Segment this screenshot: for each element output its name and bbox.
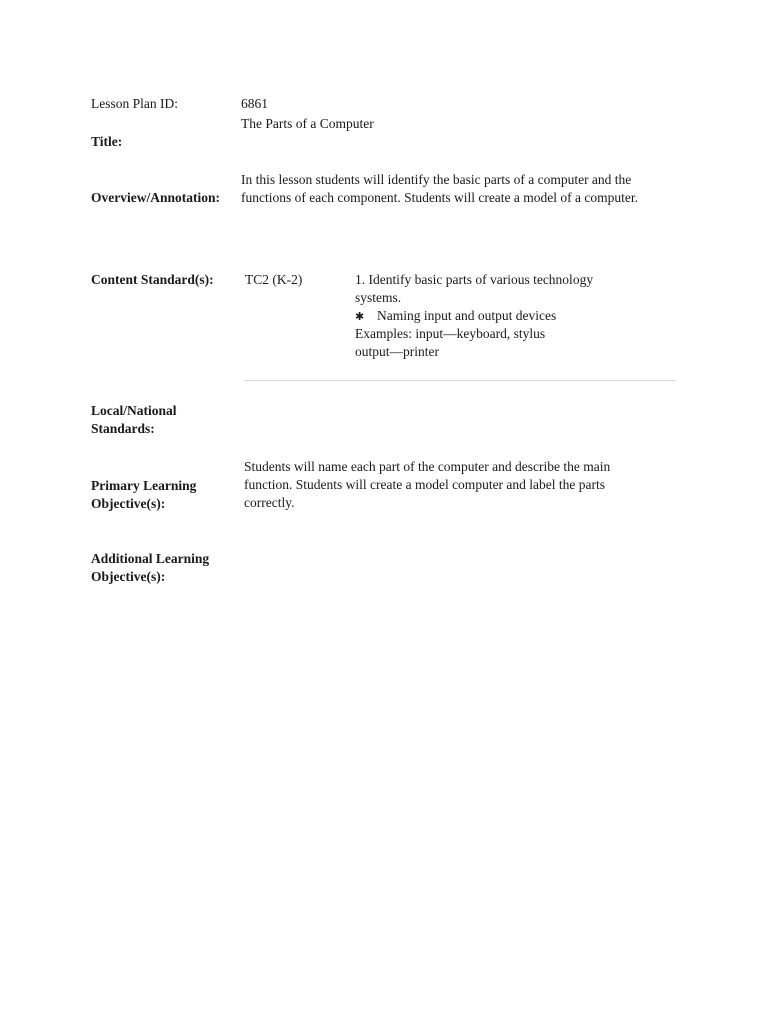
content-standard-bullet xyxy=(355,307,556,326)
title-label: Title: xyxy=(91,134,123,149)
overview-label: Overview/Annotation: xyxy=(91,190,220,205)
content-standard-examples-line2: output—printer xyxy=(355,344,439,359)
primary-objective-text-line1: Students will name each part of the computer and describe the main xyxy=(244,459,611,474)
content-standards-label: Content Standard(s): xyxy=(91,272,214,287)
primary-objective-label-line2: Objective(s): xyxy=(91,496,166,511)
local-national-label-line1: Local/National xyxy=(91,403,177,418)
additional-objective-label-line1: Additional Learning xyxy=(91,551,210,566)
overview-text: In this lesson students will identify the basic parts of a computer and the functions of each component. Students will create a model of a computer. xyxy=(241,172,639,205)
lesson-plan-id-value: 6861 xyxy=(241,96,268,111)
primary-objective-label-line1: Primary Learning xyxy=(91,478,197,493)
content-standard-examples-line1: Examples: input—keyboard, stylus xyxy=(355,326,546,341)
section-divider xyxy=(244,380,676,381)
content-standard-bullet-text: Naming input and output devices xyxy=(377,308,557,323)
lesson-plan-id-label: Lesson Plan ID: xyxy=(91,96,178,111)
content-standard-item-line2: systems. xyxy=(355,290,402,305)
lesson-title-value: The Parts of a Computer xyxy=(241,116,374,131)
primary-objective-text-line2: function. Students will create a model computer and label the parts xyxy=(244,477,606,492)
primary-objective-text-line3: correctly. xyxy=(244,495,295,510)
content-standard-item-line1: 1. Identify basic parts of various technology xyxy=(355,272,594,287)
local-national-label-line2: Standards: xyxy=(91,421,155,436)
content-standard-code: TC2 (K-2) xyxy=(245,272,303,287)
additional-objective-label-line2: Objective(s): xyxy=(91,569,166,584)
bullet-star-icon: ✱ xyxy=(355,311,365,323)
